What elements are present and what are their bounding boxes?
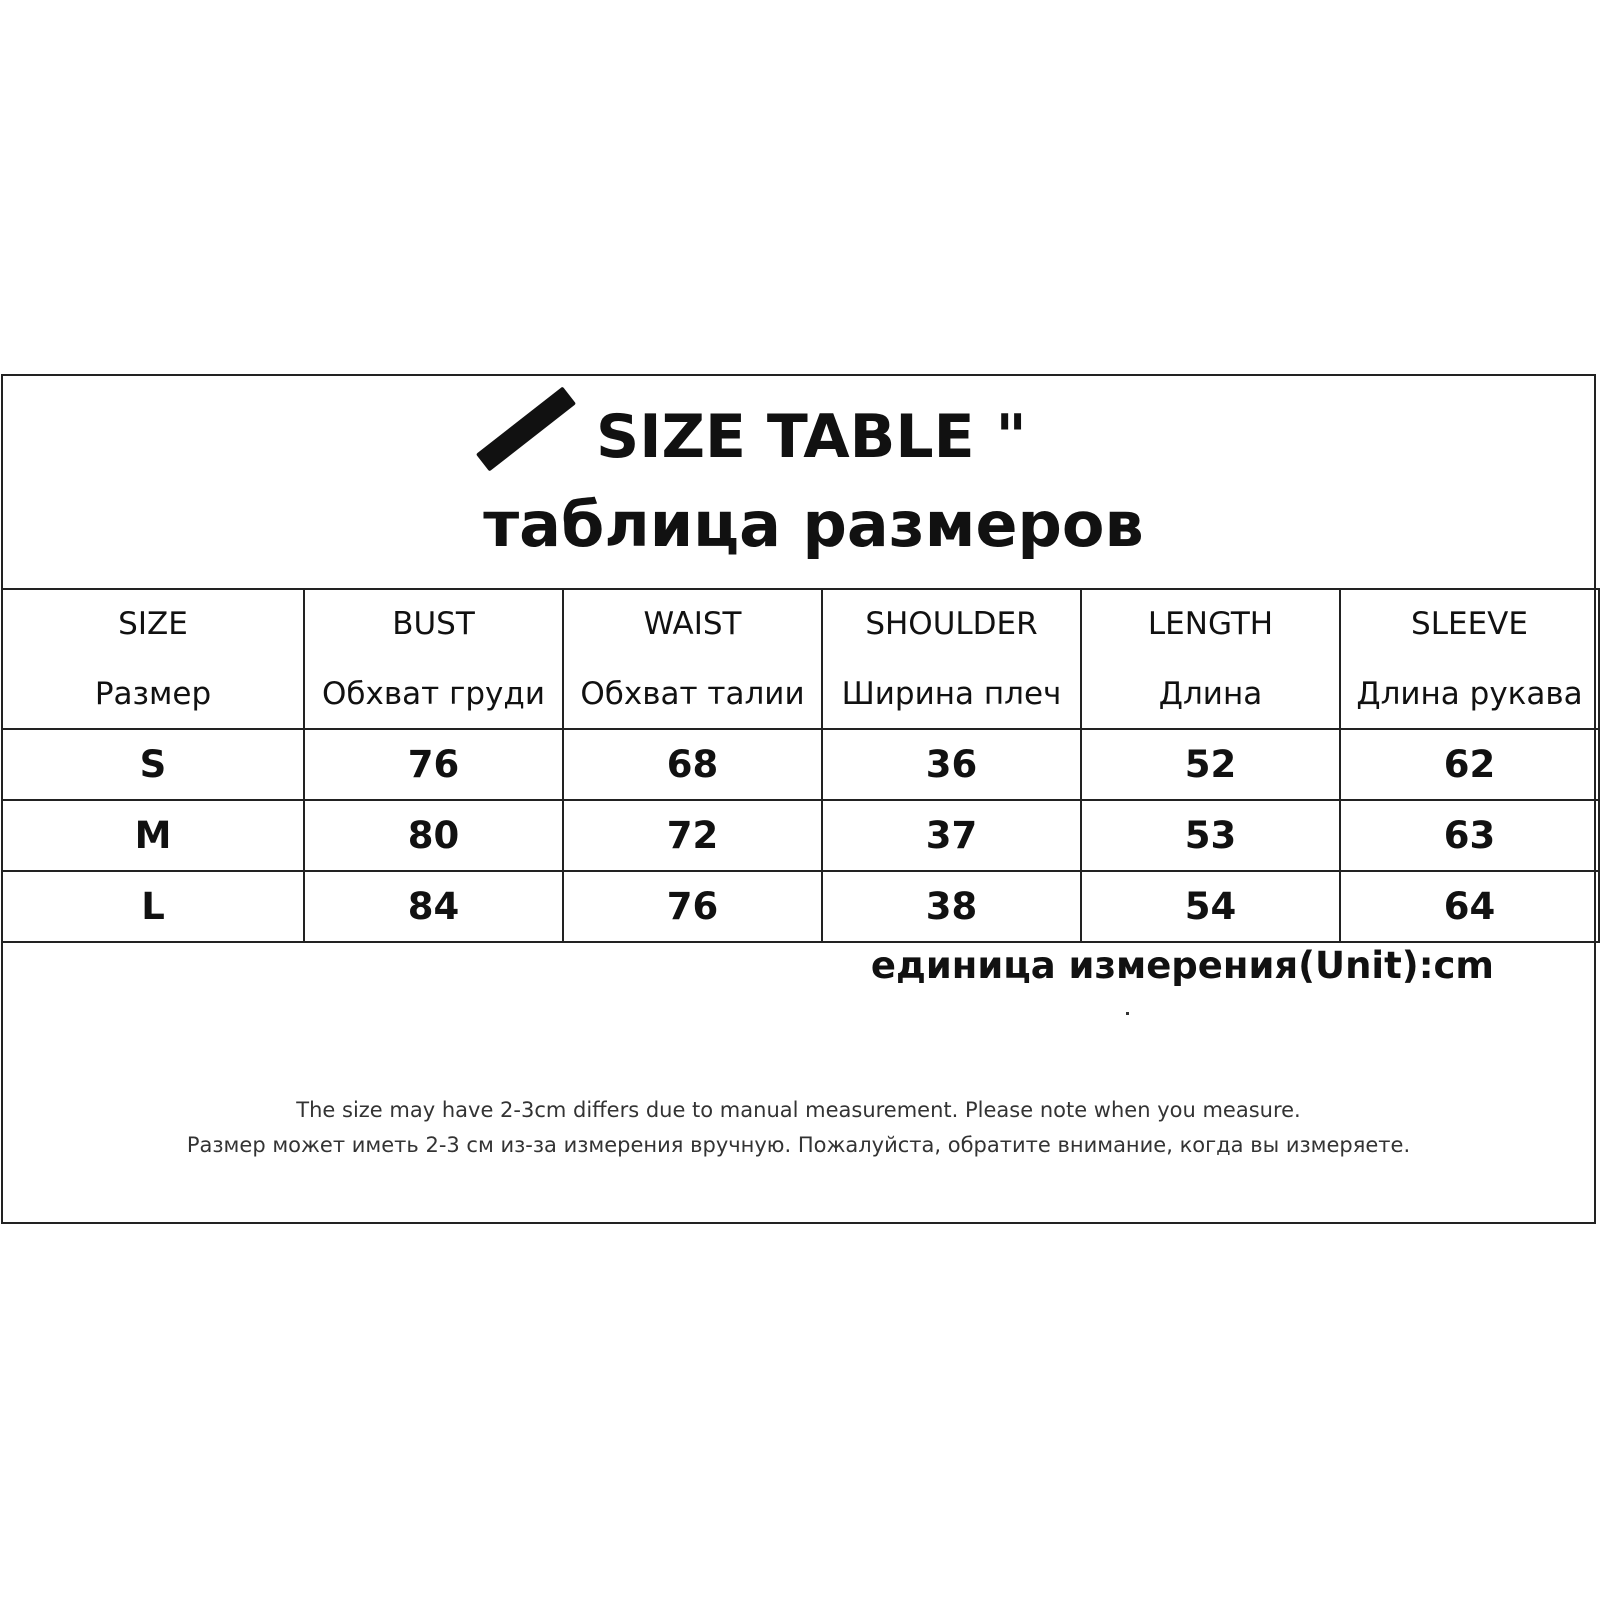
header-label-ru: Ширина плеч: [841, 676, 1062, 712]
stray-dot: [1126, 1012, 1129, 1015]
header-waist: [563, 589, 822, 729]
header-label-en: SIZE: [118, 606, 188, 642]
title-block: [3, 376, 1594, 588]
title-english: SIZE TABLE ": [596, 402, 1027, 472]
cell-bust: 84: [304, 871, 563, 942]
cell-waist: 68: [563, 729, 822, 800]
cell-shoulder: 38: [822, 871, 1081, 942]
header-bust: [304, 589, 563, 729]
size-table: [1, 588, 1600, 943]
header-label-ru: Обхват талии: [580, 676, 805, 712]
cell-length: 54: [1081, 871, 1340, 942]
disclaimer-english: The size may have 2-3cm differs due to manual measurement. Please note when you measure.: [296, 1098, 1301, 1122]
cell-length: 52: [1081, 729, 1340, 800]
cell-waist: 76: [563, 871, 822, 942]
header-size: [2, 589, 304, 729]
title-russian: таблица размеров: [483, 488, 1144, 561]
cell-size: S: [2, 729, 304, 800]
cell-sleeve: 63: [1340, 800, 1599, 871]
header-shoulder: [822, 589, 1081, 729]
cell-size: L: [2, 871, 304, 942]
cell-length: 53: [1081, 800, 1340, 871]
header-label-ru: Обхват груди: [322, 676, 545, 712]
cell-bust: 76: [304, 729, 563, 800]
disclaimer-russian: Размер может иметь 2-3 см из-за измерения вручную. Пожалуйста, обратите внимание, когда вы измеряете.: [186, 1133, 1411, 1157]
slash-decoration-icon: [476, 386, 576, 471]
header-label-en: BUST: [392, 606, 475, 642]
cell-sleeve: 64: [1340, 871, 1599, 942]
header-label-en: WAIST: [643, 606, 742, 642]
table-row-l: [2, 871, 1599, 942]
header-label-ru: Длина рукава: [1356, 676, 1583, 712]
cell-shoulder: 37: [822, 800, 1081, 871]
size-chart-panel: [1, 374, 1596, 1224]
cell-sleeve: 62: [1340, 729, 1599, 800]
header-label-ru: Размер: [94, 676, 212, 712]
header-length: [1081, 589, 1340, 729]
unit-note: единица измерения(Unit):cm: [870, 944, 1494, 987]
table-row-s: [2, 729, 1599, 800]
cell-shoulder: 36: [822, 729, 1081, 800]
header-label-en: SLEEVE: [1411, 606, 1528, 642]
header-sleeve: [1340, 589, 1599, 729]
table-row-m: [2, 800, 1599, 871]
cell-bust: 80: [304, 800, 563, 871]
header-label-en: LENGTH: [1147, 606, 1274, 642]
header-label-en: SHOULDER: [865, 606, 1038, 642]
cell-size: M: [2, 800, 304, 871]
cell-waist: 72: [563, 800, 822, 871]
table-header-row: [2, 589, 1599, 729]
header-label-ru: Длина: [1158, 676, 1263, 712]
